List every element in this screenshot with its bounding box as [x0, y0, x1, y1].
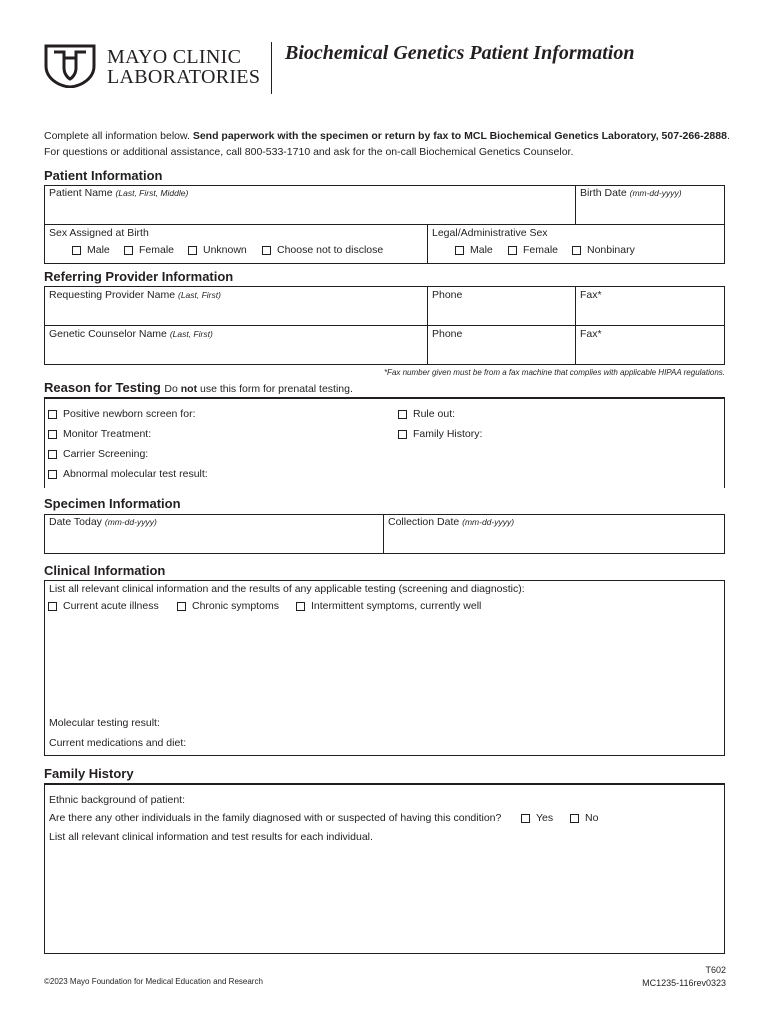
divider	[427, 224, 428, 264]
option-label: Yes	[536, 812, 554, 824]
option-label: Female	[523, 244, 559, 256]
divider	[44, 325, 725, 326]
option-label: Unknown	[203, 244, 247, 256]
family-section-title: Family History	[44, 766, 134, 781]
note-text: use this form for prenatal testing.	[197, 383, 353, 395]
form-codes	[642, 964, 726, 990]
checkbox-icon[interactable]	[455, 246, 464, 255]
page-title: Biochemical Genetics Patient Information	[285, 42, 635, 64]
intro-part2: . For questions or additional assistance, call 800-533-1710 and ask for the on-call Biochemical Genetics Counselor.	[44, 130, 730, 158]
checkbox-icon[interactable]	[262, 246, 271, 255]
genetic-counselor-field[interactable]	[49, 328, 213, 340]
genetic-counselor-label: Genetic Counselor Name	[49, 328, 167, 340]
checkbox-icon[interactable]	[48, 602, 57, 611]
legal-female-option[interactable]	[508, 244, 558, 256]
mayo-shield-icon	[44, 44, 96, 88]
reason-note	[164, 383, 353, 395]
family-list-field[interactable]: List all relevant clinical information and test results for each individual.	[49, 831, 373, 843]
provider-section-title: Referring Provider Information	[44, 269, 234, 284]
fax-note: *Fax number given must be from a fax machine that complies with applicable HIPAA regulations.	[383, 368, 725, 377]
form-code: T602	[705, 965, 726, 975]
reason-molecular-option[interactable]	[48, 468, 208, 480]
copyright: ©2023 Mayo Foundation for Medical Education and Research	[44, 977, 263, 986]
family-question: Are there any other individuals in the family diagnosed with or suspected of having this condition?	[49, 812, 502, 824]
note-text: Do	[164, 383, 181, 395]
checkbox-icon[interactable]	[48, 410, 57, 419]
option-label: No	[585, 812, 599, 824]
logo-line1: MAYO CLINIC	[107, 46, 242, 68]
mayo-clinic-logo	[44, 44, 274, 96]
intro-text	[44, 128, 734, 160]
birth-date-label: Birth Date	[580, 187, 627, 199]
checkbox-icon[interactable]	[508, 246, 517, 255]
provider-phone-field[interactable]: Phone	[432, 289, 463, 301]
checkbox-icon[interactable]	[177, 602, 186, 611]
birth-date-hint: (mm-dd-yyyy)	[629, 188, 682, 198]
checkbox-icon[interactable]	[296, 602, 305, 611]
option-label: Positive newborn screen for:	[63, 408, 196, 420]
option-label: Choose not to disclose	[277, 244, 384, 256]
checkbox-icon[interactable]	[398, 410, 407, 419]
sex-male-option[interactable]	[72, 244, 110, 256]
checkbox-icon[interactable]	[570, 814, 579, 823]
collection-date-field[interactable]	[388, 516, 514, 528]
reason-newborn-option[interactable]	[48, 408, 195, 420]
legal-sex-label: Legal/Administrative Sex	[432, 227, 548, 239]
clinical-instruction: List all relevant clinical information and the results of any applicable testing (screening and diagnostic):	[49, 583, 525, 595]
clinical-intermittent-option[interactable]	[296, 600, 481, 612]
clinical-section-title: Clinical Information	[44, 563, 166, 578]
patient-name-field[interactable]	[49, 187, 188, 199]
reason-family-option[interactable]	[398, 428, 482, 440]
requesting-provider-label: Requesting Provider Name	[49, 289, 176, 301]
collection-date-hint: (mm-dd-yyyy)	[462, 517, 515, 527]
family-yes-option[interactable]	[521, 812, 553, 824]
checkbox-icon[interactable]	[48, 430, 57, 439]
date-today-hint: (mm-dd-yyyy)	[104, 517, 157, 527]
collection-date-label: Collection Date	[388, 516, 460, 528]
intro-bold: Send paperwork with the specimen or return by fax to MCL Biochemical Genetics Laboratory, 507-266-2888	[192, 130, 727, 142]
reason-section-title	[44, 380, 353, 395]
specimen-section-title: Specimen Information	[44, 496, 181, 511]
legal-male-option[interactable]	[455, 244, 493, 256]
reason-title: Reason for Testing	[44, 380, 161, 395]
divider	[575, 185, 576, 225]
requesting-provider-field[interactable]	[49, 289, 221, 301]
sex-undisclosed-option[interactable]	[262, 244, 383, 256]
medications-field[interactable]: Current medications and diet:	[49, 737, 187, 749]
counselor-fax-field[interactable]: Fax*	[580, 328, 602, 340]
divider	[383, 514, 384, 554]
patient-name-hint: (Last, First, Middle)	[115, 188, 189, 198]
divider	[575, 286, 576, 365]
molecular-result-field[interactable]: Molecular testing result:	[49, 717, 160, 729]
checkbox-icon[interactable]	[398, 430, 407, 439]
reason-carrier-option[interactable]	[48, 448, 148, 460]
patient-section-title: Patient Information	[44, 168, 163, 183]
divider	[44, 224, 725, 225]
clinical-acute-option[interactable]	[48, 600, 159, 612]
checkbox-icon[interactable]	[188, 246, 197, 255]
checkbox-icon[interactable]	[48, 470, 57, 479]
birth-date-field[interactable]	[580, 187, 682, 199]
revision-code: MC1235-116rev0323	[642, 978, 726, 988]
intro-part1: Complete all information below.	[44, 130, 193, 142]
requesting-provider-hint: (Last, First)	[177, 290, 221, 300]
counselor-phone-field[interactable]: Phone	[432, 328, 463, 340]
date-today-label: Date Today	[49, 516, 102, 528]
option-label: Current acute illness	[63, 600, 159, 612]
checkbox-icon[interactable]	[72, 246, 81, 255]
clinical-chronic-option[interactable]	[177, 600, 279, 612]
option-label: Abnormal molecular test result:	[63, 468, 208, 480]
header-divider	[271, 42, 272, 94]
sex-at-birth-label: Sex Assigned at Birth	[49, 227, 149, 239]
option-label: Monitor Treatment:	[63, 428, 152, 440]
divider	[427, 286, 428, 365]
option-label: Chronic symptoms	[192, 600, 279, 612]
sex-unknown-option[interactable]	[188, 244, 247, 256]
option-label: Male	[470, 244, 493, 256]
date-today-field[interactable]	[49, 516, 157, 528]
genetic-counselor-hint: (Last, First)	[169, 329, 213, 339]
option-label: Intermittent symptoms, currently well	[311, 600, 482, 612]
note-bold: not	[180, 383, 198, 395]
option-label: Carrier Screening:	[63, 448, 149, 460]
ethnic-background-field[interactable]: Ethnic background of patient:	[49, 794, 186, 806]
checkbox-icon[interactable]	[521, 814, 530, 823]
reason-monitor-option[interactable]	[48, 428, 151, 440]
sex-female-option[interactable]	[124, 244, 174, 256]
option-label: Male	[87, 244, 110, 256]
logo-line2: LABORATORIES	[107, 66, 261, 88]
patient-name-label: Patient Name	[49, 187, 113, 199]
checkbox-icon[interactable]	[124, 246, 133, 255]
checkbox-icon[interactable]	[48, 450, 57, 459]
legal-nonbinary-option[interactable]	[572, 244, 635, 256]
provider-fax-field[interactable]: Fax*	[580, 289, 602, 301]
option-label: Family History:	[413, 428, 483, 440]
family-no-option[interactable]	[570, 812, 598, 824]
option-label: Rule out:	[413, 408, 456, 420]
family-box	[44, 783, 725, 954]
reason-ruleout-option[interactable]	[398, 408, 455, 420]
option-label: Nonbinary	[587, 244, 635, 256]
checkbox-icon[interactable]	[572, 246, 581, 255]
option-label: Female	[139, 244, 175, 256]
